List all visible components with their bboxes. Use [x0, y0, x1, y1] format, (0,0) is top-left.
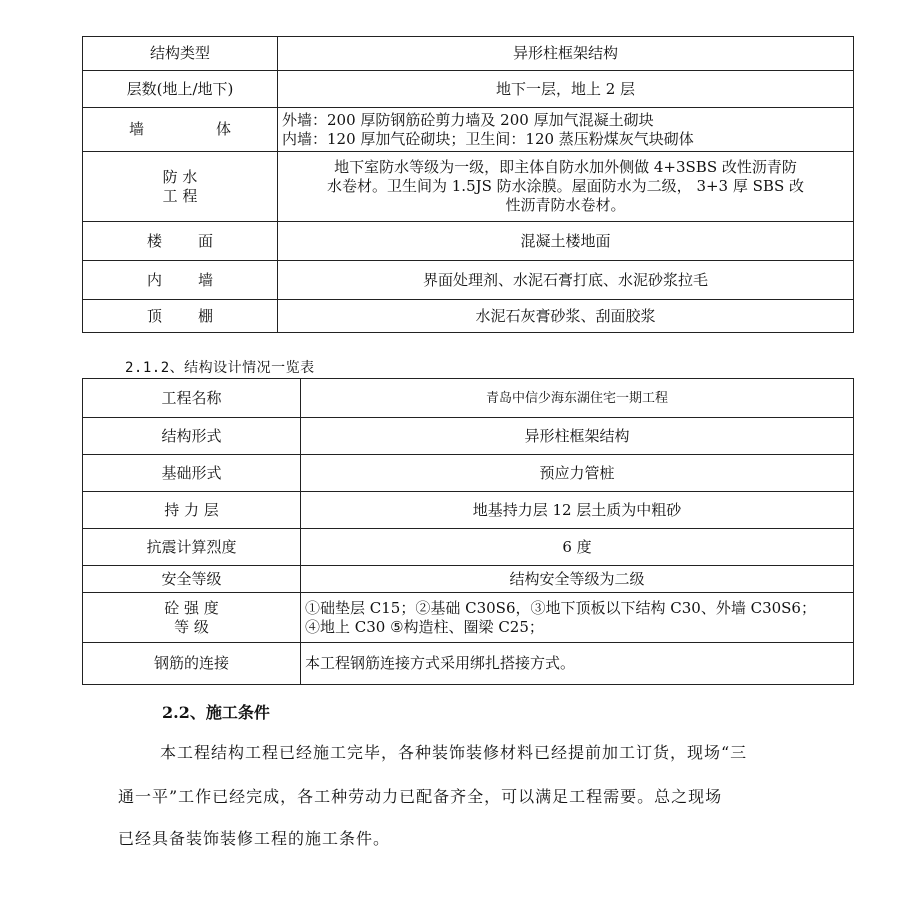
- label-line: 等 级: [174, 617, 209, 636]
- row-label: 钢筋的连接: [83, 643, 301, 685]
- table-row: [83, 529, 854, 566]
- value-line: 内墙：120 厚加气砼砌块；卫生间：120 蒸压粉煤灰气块砌体: [282, 129, 694, 148]
- row-label: [83, 222, 278, 261]
- row-label-part: 顶: [147, 306, 163, 325]
- table-row: [83, 593, 854, 643]
- table-row: [83, 455, 854, 492]
- row-value: 6 度: [301, 529, 854, 566]
- value-line: ①础垫层 C15；②基础 C30S6，③地下顶板以下结构 C30、外墙 C30S6；: [305, 598, 816, 617]
- row-label: 持 力 层: [83, 492, 301, 529]
- row-label-part: 面: [197, 231, 213, 250]
- value-line: 地下室防水等级为一级，即主体自防水加外侧做 4+3SBS 改性沥青防: [334, 158, 797, 176]
- row-label-part: 墙: [129, 120, 145, 138]
- row-value: [301, 593, 854, 643]
- row-label: [83, 108, 278, 152]
- row-label: 结构形式: [83, 418, 301, 455]
- table-row: [83, 152, 854, 222]
- value-line: 外墙：200 厚防钢筋砼剪力墙及 200 厚加气混凝土砌块: [282, 110, 654, 129]
- label-line: 工 程: [162, 186, 198, 205]
- row-value: 本工程钢筋连接方式采用绑扎搭接方式。: [301, 643, 854, 685]
- row-value: 混凝土楼地面: [278, 222, 854, 261]
- table-row: [83, 643, 854, 685]
- table-row: [83, 261, 854, 300]
- row-label-part: 体: [215, 120, 231, 138]
- row-value: [278, 108, 854, 152]
- row-value: 青岛中信少海东湖住宅一期工程: [301, 379, 854, 418]
- table-row: [83, 71, 854, 108]
- table-row: [83, 566, 854, 593]
- table-row: [83, 108, 854, 152]
- label-line: 防 水: [162, 167, 198, 186]
- paragraph-line: 本工程结构工程已经施工完毕，各种装饰装修材料已经提前加工订货，现场“三: [160, 743, 748, 762]
- row-value: 地基持力层 12 层土质为中粗砂: [301, 492, 854, 529]
- row-label: 抗震计算烈度: [83, 529, 301, 566]
- row-value: 预应力管桩: [301, 455, 854, 492]
- row-value: 界面处理剂、水泥石膏打底、水泥砂浆拉毛: [278, 261, 854, 300]
- value-line: 性沥青防水卷材。: [505, 196, 626, 214]
- row-value: 异形柱框架结构: [301, 418, 854, 455]
- row-label: [83, 300, 278, 333]
- paragraph-line: 通一平”工作已经完成，各工种劳动力已配备齐全，可以满足工程需要。总之现场: [118, 787, 723, 806]
- row-label: 层数(地上/地下): [83, 71, 278, 108]
- row-label: [83, 261, 278, 300]
- row-label-part: 内: [147, 270, 163, 289]
- table-row: [83, 300, 854, 333]
- row-label: 结构类型: [83, 37, 278, 71]
- section-heading: 2.2、施工条件: [162, 703, 270, 722]
- structure-design-table: [82, 378, 854, 685]
- row-label-part: 楼: [147, 231, 163, 250]
- row-label: 工程名称: [83, 379, 301, 418]
- row-label: [83, 593, 301, 643]
- row-value: 结构安全等级为二级: [301, 566, 854, 593]
- table-row: [83, 418, 854, 455]
- value-line: 水卷材。卫生间为 1.5JS 防水涂膜。屋面防水为二级， 3+3 厚 SBS 改: [327, 177, 804, 195]
- row-value: [278, 152, 854, 222]
- row-value: 水泥石灰膏砂浆、刮面胶浆: [278, 300, 854, 333]
- row-label-part: 墙: [197, 270, 213, 289]
- row-label: 基础形式: [83, 455, 301, 492]
- value-line: ④地上 C30 ⑤构造柱、圈梁 C25；: [305, 617, 544, 636]
- paragraph-line: 已经具备装饰装修工程的施工条件。: [118, 829, 391, 848]
- building-overview-table: [82, 36, 854, 333]
- row-value: 异形柱框架结构: [278, 37, 854, 71]
- table-row: [83, 37, 854, 71]
- row-label: [83, 152, 278, 222]
- row-label: 安全等级: [83, 566, 301, 593]
- table-caption: 2.1.2、结构设计情况一览表: [125, 360, 315, 376]
- table-row: [83, 222, 854, 261]
- table-row: [83, 379, 854, 418]
- row-value: 地下一层，地上 2 层: [278, 71, 854, 108]
- row-label-part: 棚: [197, 306, 213, 325]
- label-line: 砼 强 度: [164, 598, 219, 617]
- table-row: [83, 492, 854, 529]
